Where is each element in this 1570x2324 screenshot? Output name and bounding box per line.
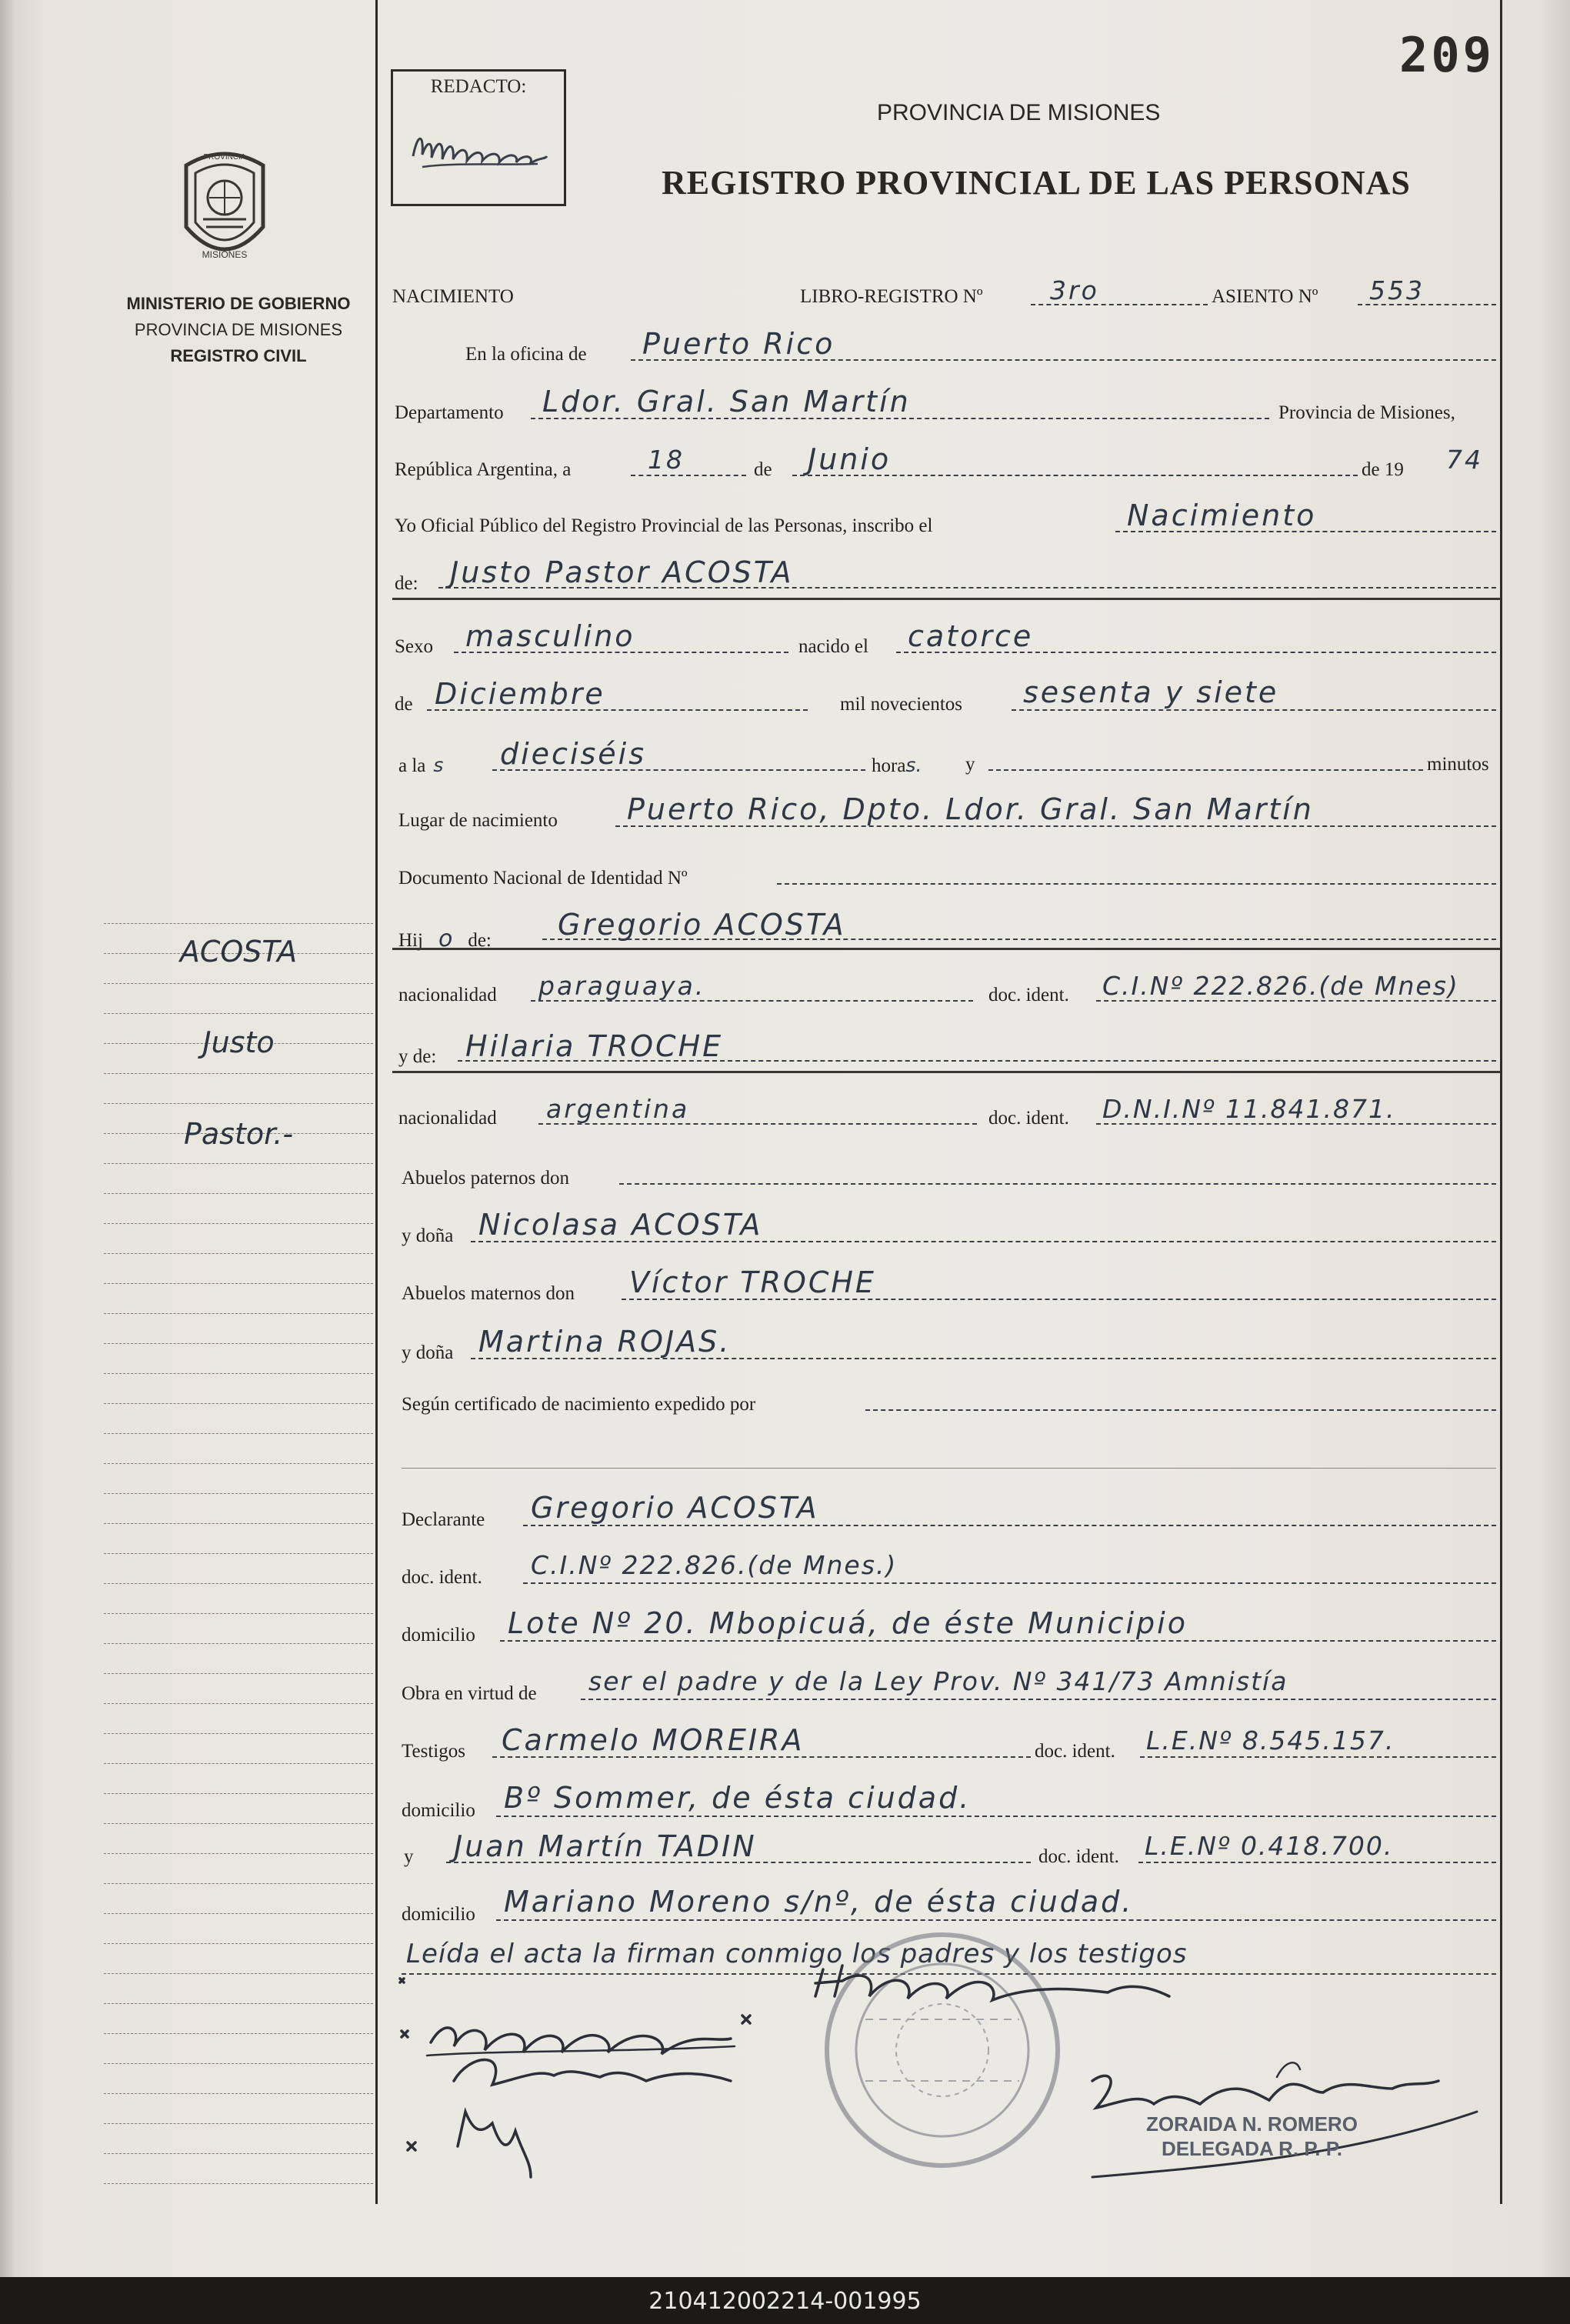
registry-heading: REGISTRO PROVINCIAL DE LAS PERSONAS xyxy=(662,164,1411,202)
margin-rule-line xyxy=(104,1973,373,1974)
testigo2-line xyxy=(446,1862,1031,1863)
dni-label: Documento Nacional de Identidad Nº xyxy=(398,868,688,889)
testigos-label: Testigos xyxy=(402,1741,465,1762)
oficial-label: Yo Oficial Público del Registro Provincial de las Personas, inscribo el xyxy=(395,515,933,536)
margin-rule-line xyxy=(104,1523,373,1524)
libro-label: LIBRO-REGISTRO Nº xyxy=(800,286,983,307)
margin-rule-line xyxy=(104,983,373,984)
madre-doc-label: doc. ident. xyxy=(988,1108,1069,1129)
testigo2-value: Juan Martín TADIN xyxy=(454,1829,757,1863)
margin-rule-line xyxy=(104,1643,373,1644)
abuelo-mat-line xyxy=(622,1299,1496,1300)
margin-rule-line xyxy=(104,1373,373,1374)
witness-signature-1 xyxy=(454,2060,731,2086)
dia-line xyxy=(631,475,746,476)
oficina-line xyxy=(631,359,1496,361)
margin-rule-line xyxy=(104,2183,373,2184)
testigo1-dom-value: Bº Sommer, de ésta ciudad. xyxy=(504,1781,972,1815)
nacimiento-label: NACIMIENTO xyxy=(392,286,514,307)
nacido-value: catorce xyxy=(908,619,1034,653)
margin-surname: ACOSTA xyxy=(179,935,298,969)
leida-text: Leída el acta la firman conmigo los padres y los testigos xyxy=(406,1939,1188,1969)
abuela-pat-line xyxy=(471,1241,1496,1242)
lugar-value: Puerto Rico, Dpto. Ldor. Gral. San Martín xyxy=(627,792,1314,826)
obra-line xyxy=(581,1699,1496,1700)
alas-label xyxy=(398,754,443,777)
de-mes-label: de xyxy=(395,694,413,715)
padre-doc-value: C.I.Nº 222.826.(de Mnes) xyxy=(1102,971,1459,1001)
madre-rule xyxy=(392,1071,1500,1073)
horas-text: hora xyxy=(872,755,906,776)
lugar-line xyxy=(615,825,1496,827)
footer-code: 210412002214-001995 xyxy=(648,2288,922,2315)
provincial-seal-icon xyxy=(175,142,274,273)
margin-rule-line xyxy=(104,1073,373,1074)
anio-nac-line xyxy=(1012,709,1496,711)
nombre-value: Justo Pastor ACOSTA xyxy=(450,555,794,589)
redacto-signature xyxy=(407,118,553,179)
minutos-label: minutos xyxy=(1427,754,1489,775)
madre-value: Hilaria TROCHE xyxy=(465,1029,724,1063)
margin-rule-line xyxy=(104,1463,373,1464)
segun-line xyxy=(865,1409,1496,1411)
margin-rule-line xyxy=(104,1403,373,1404)
asiento-line xyxy=(1358,304,1496,305)
hora-line xyxy=(492,769,865,771)
testigo2-doc-value: L.E.Nº 0.418.700. xyxy=(1145,1831,1394,1861)
mil-label: mil novecientos xyxy=(840,694,962,715)
anio-nac-value: sesenta y siete xyxy=(1023,675,1279,709)
padre-doc-line xyxy=(1096,1000,1496,1002)
dni-line xyxy=(777,883,1496,885)
declarante-label: Declarante xyxy=(402,1509,485,1530)
lugar-label: Lugar de nacimiento xyxy=(398,810,558,831)
hijo-text: Hij xyxy=(398,930,423,951)
margin-rule-line xyxy=(104,1913,373,1914)
anio-value: 74 xyxy=(1446,445,1483,475)
y-testigo2-label: y xyxy=(404,1846,414,1867)
margin-rule-line xyxy=(104,2003,373,2004)
segun-line-2 xyxy=(402,1468,1496,1469)
redacto-label: REDACTO: xyxy=(430,76,527,97)
margin-rule-line xyxy=(104,1613,373,1614)
official-round-stamp xyxy=(819,1927,1065,2173)
nombre-rule xyxy=(392,598,1500,600)
libro-value: 3ro xyxy=(1050,275,1099,305)
alas-text: a la xyxy=(398,755,426,776)
republica-label: República Argentina, a xyxy=(395,459,572,480)
margin-rule-line xyxy=(104,1343,373,1344)
declarante-dom-value: Lote Nº 20. Mbopicuá, de éste Municipio xyxy=(508,1606,1188,1640)
ydona-mat-label: y doña xyxy=(402,1342,454,1363)
oficial-value: Nacimiento xyxy=(1127,498,1317,532)
sexo-label: Sexo xyxy=(395,636,433,657)
oficina-value: Puerto Rico xyxy=(642,327,835,361)
margin-rule-line xyxy=(104,1253,373,1254)
margin-rule-line xyxy=(104,1883,373,1884)
declarante-value: Gregorio ACOSTA xyxy=(531,1491,819,1525)
province-heading: PROVINCIA DE MISIONES xyxy=(877,100,1161,125)
margin-rule-line xyxy=(104,1013,373,1014)
margin-rule-line xyxy=(104,1583,373,1584)
testigo2-dom-line xyxy=(496,1919,1496,1921)
yde-label: y de: xyxy=(398,1046,437,1067)
margin-rule-line xyxy=(104,1673,373,1674)
margin-rule-line xyxy=(104,1433,373,1434)
mes-value: Junio xyxy=(808,442,892,476)
sexo-line xyxy=(454,652,788,653)
margin-rule-line xyxy=(104,1793,373,1794)
margin-rule-line xyxy=(104,2153,373,2154)
margin-rule-line xyxy=(104,1823,373,1824)
madre-nac-label: nacionalidad xyxy=(398,1108,497,1129)
madre-doc-value: D.N.I.Nº 11.841.871. xyxy=(1102,1094,1396,1124)
ministry-line-3: REGISTRO CIVIL xyxy=(170,346,307,365)
margin-first-name: Justo xyxy=(202,1025,275,1059)
nacido-line xyxy=(896,652,1496,653)
ministry-block xyxy=(104,291,373,369)
father-signature xyxy=(431,2028,731,2054)
testigo2-dom-label: domicilio xyxy=(402,1904,475,1925)
padre-dash xyxy=(542,939,1496,940)
margin-rule-line xyxy=(104,1103,373,1104)
declarante-dom-label: domicilio xyxy=(402,1625,475,1645)
declarante-doc-line xyxy=(523,1582,1496,1584)
svg-text:PROVINCIA: PROVINCIA xyxy=(203,153,246,162)
padre-value: Gregorio ACOSTA xyxy=(558,908,846,942)
margin-rule-line xyxy=(104,1853,373,1854)
declarante-doc-value: C.I.Nº 222.826.(de Mnes.) xyxy=(531,1550,898,1580)
abuelos-mat-label: Abuelos maternos don xyxy=(402,1283,575,1304)
ydona-pat-label: y doña xyxy=(402,1225,454,1246)
abuelo-mat-value: Víctor TROCHE xyxy=(629,1265,876,1299)
margin-rule-line xyxy=(104,1223,373,1224)
margin-rule-line xyxy=(104,2093,373,2094)
testigo1-value: Carmelo MOREIRA xyxy=(502,1723,805,1757)
margin-rule-line xyxy=(104,1943,373,1944)
testigo2-doc-line xyxy=(1138,1862,1496,1863)
nacido-label: nacido el xyxy=(798,636,868,657)
nombre-dash xyxy=(438,587,1496,589)
redacto-box xyxy=(391,69,566,206)
asiento-label: ASIENTO Nº xyxy=(1212,286,1318,307)
horas-suffix: s. xyxy=(905,754,922,776)
libro-line xyxy=(1031,304,1208,305)
abuela-pat-value: Nicolasa ACOSTA xyxy=(478,1208,763,1242)
declarante-line xyxy=(523,1525,1496,1526)
segun-label: Según certificado de nacimiento expedido por xyxy=(402,1394,756,1415)
footer-bar xyxy=(0,2277,1570,2324)
margin-rule-line xyxy=(104,1163,373,1164)
madre-nac-value: argentina xyxy=(546,1094,690,1124)
de-label: de xyxy=(754,459,772,480)
departamento-label: Departamento xyxy=(395,402,504,423)
margin-rule-line xyxy=(104,2123,373,2124)
testigo1-doc-value: L.E.Nº 8.545.157. xyxy=(1146,1725,1395,1756)
minutos-line xyxy=(988,769,1423,771)
testigo1-doc-line xyxy=(1140,1756,1496,1758)
margin-rule-line xyxy=(104,1283,373,1284)
y-label: y xyxy=(965,754,975,775)
testigo1-doc-label: doc. ident. xyxy=(1035,1741,1115,1762)
padre-nac-value: paraguaya. xyxy=(538,971,706,1001)
mes-nac-line xyxy=(427,709,808,711)
obra-value: ser el padre y de la Ley Prov. Nº 341/73 Amnistía xyxy=(588,1666,1288,1696)
delegate-stamp xyxy=(1146,2112,1358,2161)
margin-rule-line xyxy=(104,2063,373,2064)
ministry-line-2: PROVINCIA DE MISIONES xyxy=(134,320,343,339)
padre-doc-label: doc. ident. xyxy=(988,985,1069,1005)
mes-nac-value: Diciembre xyxy=(435,677,605,711)
delegate-name: ZORAIDA N. ROMERO xyxy=(1146,2112,1358,2136)
margin-rule-line xyxy=(104,2033,373,2034)
witness-signature-2 xyxy=(458,2112,531,2177)
alas-suffix: s xyxy=(433,754,444,776)
abuela-mat-value: Martina ROJAS. xyxy=(478,1325,732,1359)
provincia-label: Provincia de Misiones, xyxy=(1278,402,1455,423)
margin-rule-line xyxy=(104,923,373,924)
delegate-signature xyxy=(1092,2076,1438,2108)
asiento-value: 553 xyxy=(1369,275,1425,305)
abuelos-pat-label: Abuelos paternos don xyxy=(402,1168,570,1189)
madre-doc-line xyxy=(1096,1123,1496,1125)
margin-rule-line xyxy=(104,1193,373,1194)
padre-nac-label: nacionalidad xyxy=(398,985,497,1005)
declarante-doc-label: doc. ident. xyxy=(402,1567,482,1588)
padre-rule xyxy=(392,948,1500,950)
ministry-line-1: MINISTERIO DE GOBIERNO xyxy=(126,294,351,313)
oficina-label: En la oficina de xyxy=(465,344,587,365)
svg-text:MISIONES: MISIONES xyxy=(202,249,248,260)
de-19-label: de 19 xyxy=(1362,459,1404,480)
testigo2-doc-label: doc. ident. xyxy=(1038,1846,1119,1867)
margin-rule-line xyxy=(104,1733,373,1734)
dia-value: 18 xyxy=(648,445,685,475)
madre-nac-line xyxy=(538,1123,977,1125)
declarante-dom-line xyxy=(500,1640,1496,1642)
departamento-value: Ldor. Gral. San Martín xyxy=(542,385,911,418)
hijo-suffix: o xyxy=(438,925,453,952)
testigo1-line xyxy=(492,1756,1031,1758)
madre-dash xyxy=(458,1060,1496,1062)
horas-label xyxy=(872,754,922,777)
oficial-line xyxy=(1115,531,1496,532)
abuela-mat-line xyxy=(471,1358,1496,1359)
testigo1-dom-line xyxy=(496,1816,1496,1817)
testigo1-dom-label: domicilio xyxy=(402,1800,475,1821)
page-number: 209 xyxy=(1399,27,1495,83)
margin-rule-line xyxy=(104,1553,373,1554)
hijo-de-text: de: xyxy=(468,930,492,951)
departamento-line xyxy=(531,418,1269,419)
margin-second-name: Pastor.- xyxy=(183,1117,294,1151)
margin-rule-line xyxy=(104,1703,373,1704)
margin-rule-line xyxy=(104,1763,373,1764)
abuelo-pat-line xyxy=(619,1183,1496,1185)
padre-nac-line xyxy=(531,1000,973,1002)
left-vertical-rule xyxy=(375,0,378,2204)
right-vertical-rule xyxy=(1500,0,1502,2204)
obra-label: Obra en virtud de xyxy=(402,1683,537,1704)
mes-line xyxy=(792,475,1358,476)
de-nombre-label: de: xyxy=(395,573,418,594)
testigo2-dom-value: Mariano Moreno s/nº, de ésta ciudad. xyxy=(504,1885,1134,1919)
margin-rule-line xyxy=(104,1313,373,1314)
sexo-value: masculino xyxy=(465,619,635,653)
hora-value: dieciséis xyxy=(500,737,647,771)
delegate-title: DELEGADA R. P. P. xyxy=(1161,2137,1342,2160)
margin-rule-line xyxy=(104,1493,373,1494)
